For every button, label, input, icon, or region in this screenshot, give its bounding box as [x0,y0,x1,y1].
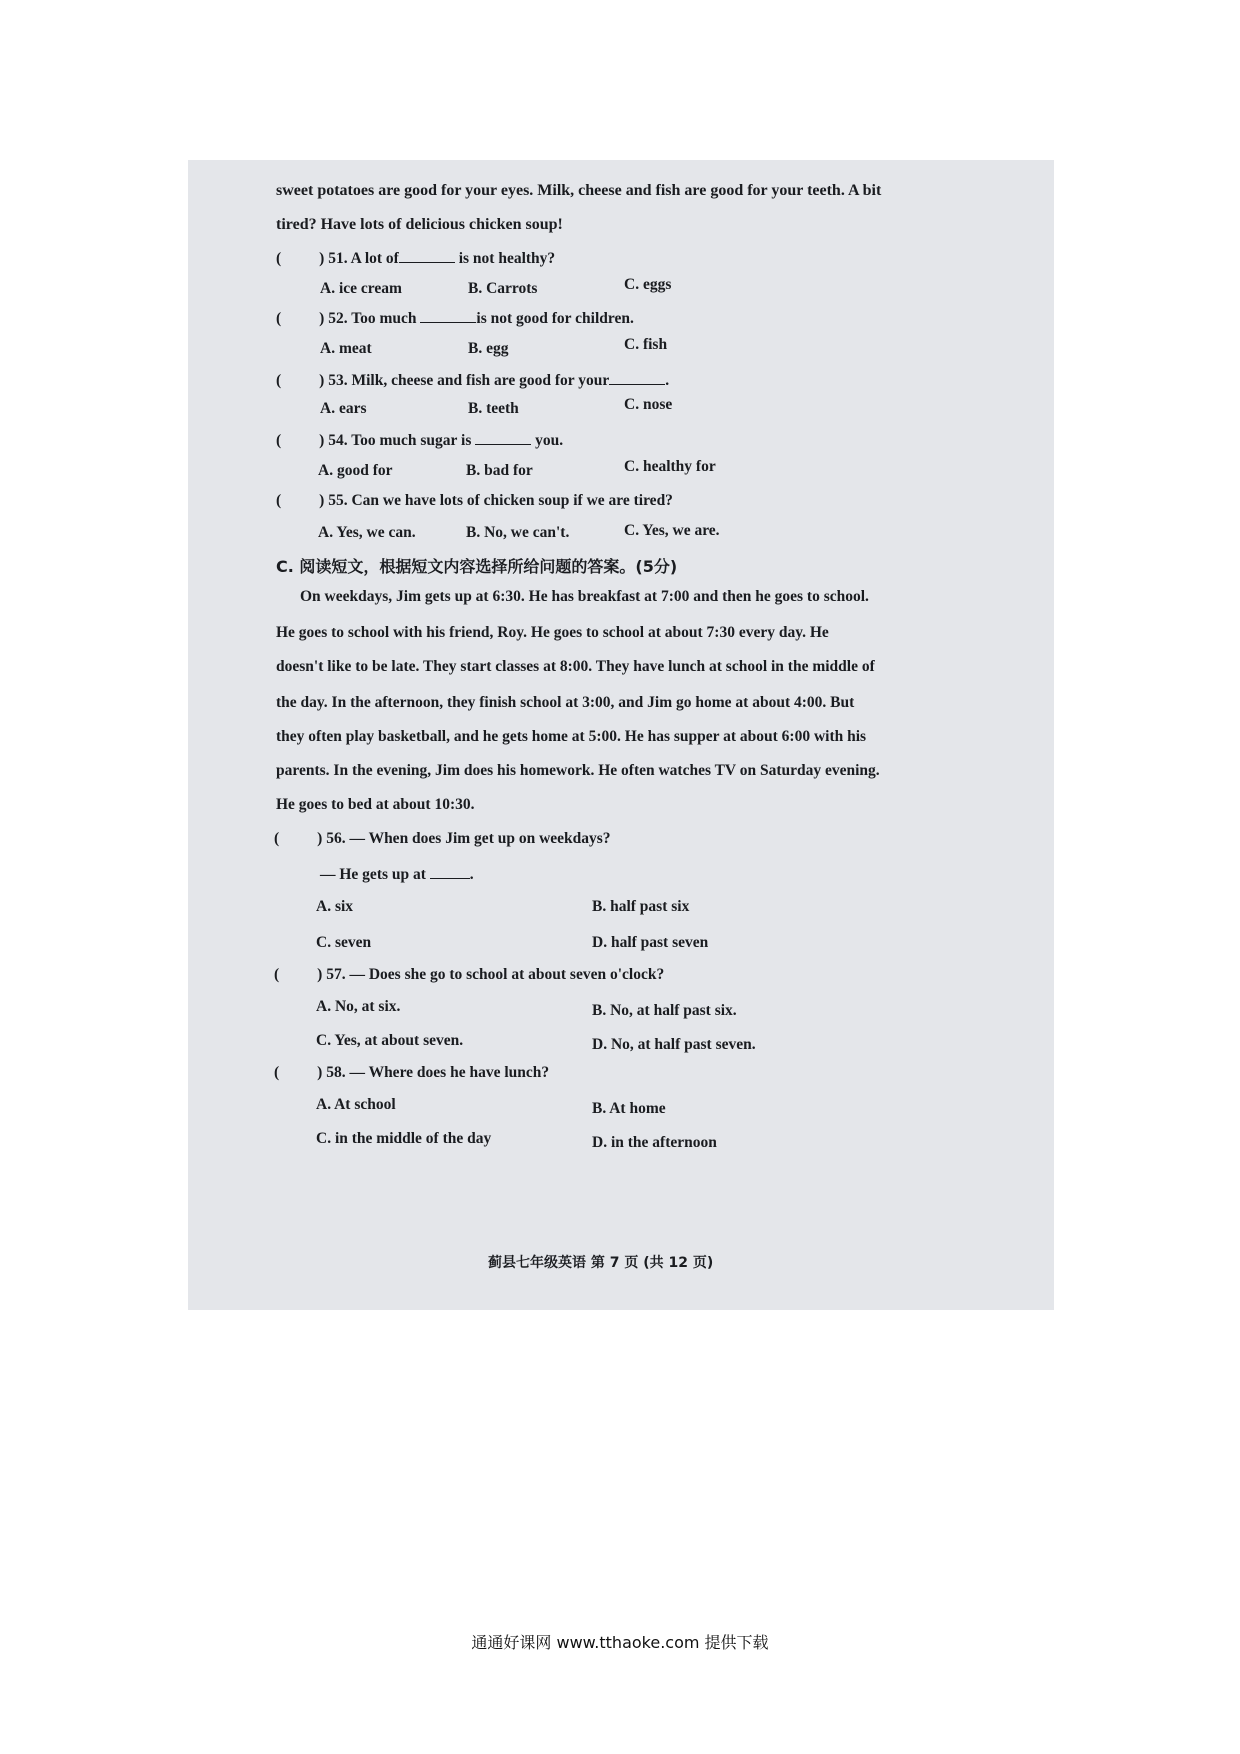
question-55: ( ) 55. Can we have lots of chicken soup if we are tired? [276,492,673,509]
option[interactable]: C. Yes, we are. [624,522,720,539]
question-51: ( ) 51. A lot of is not healthy? [276,250,556,267]
option[interactable]: B. Carrots [468,280,538,297]
option[interactable]: A. ice cream [320,280,402,297]
option[interactable]: D. No, at half past seven. [592,1036,756,1053]
option[interactable]: A. At school [316,1096,396,1113]
passage-line: the day. In the afternoon, they finish school at 3:00, and Jim go home at about 4:00. But [276,694,855,711]
option[interactable]: C. healthy for [624,458,716,475]
option[interactable]: A. six [316,898,354,915]
answer-blank[interactable] [430,864,470,879]
option[interactable]: C. seven [316,934,372,951]
answer-blank[interactable] [420,308,476,323]
option[interactable]: B. At home [592,1100,666,1117]
site-footer: 通通好课网 www.tthaoke.com 提供下载 [471,1633,769,1652]
scanned-page [188,160,1054,1310]
passage-line: He goes to school with his friend, Roy. He goes to school at about 7:30 every day. He [276,624,829,641]
intro-line: tired? Have lots of delicious chicken soup! [276,216,563,233]
option[interactable]: A. Yes, we can. [318,524,416,541]
question-52: ( ) 52. Too much is not good for children. [276,310,634,327]
option[interactable]: C. nose [624,396,673,413]
option[interactable]: B. bad for [466,462,533,479]
passage-line: He goes to bed at about 10:30. [276,796,475,813]
question-56: ( ) 56. — When does Jim get up on weekdays? [274,830,611,847]
option[interactable]: C. eggs [624,276,672,293]
section-c-title: C. 阅读短文，根据短文内容选择所给问题的答案。(5分) [276,557,678,576]
option[interactable]: D. half past seven [592,934,709,951]
option[interactable]: B. No, we can't. [466,524,570,541]
intro-line: sweet potatoes are good for your eyes. Milk, cheese and fish are good for your teeth. A bit [276,182,882,199]
page-number-footer: 蓟县七年级英语 第 7 页 (共 12 页) [488,1255,714,1271]
option[interactable]: C. Yes, at about seven. [316,1032,464,1049]
option[interactable]: A. meat [320,340,372,357]
answer-blank[interactable] [399,248,455,263]
option[interactable]: B. egg [468,340,509,357]
option[interactable]: A. No, at six. [316,998,401,1015]
option[interactable]: A. ears [320,400,367,417]
question-58: ( ) 58. — Where does he have lunch? [274,1064,550,1081]
option[interactable]: C. fish [624,336,668,353]
passage-line: parents. In the evening, Jim does his homework. He often watches TV on Saturday evening. [276,762,880,779]
passage-line: doesn't like to be late. They start classes at 8:00. They have lunch at school in the middle of [276,658,875,675]
option[interactable]: B. half past six [592,898,690,915]
option[interactable]: B. No, at half past six. [592,1002,737,1019]
passage-line: they often play basketball, and he gets home at 5:00. He has supper at about 6:00 with his [276,728,867,745]
answer-blank[interactable] [609,370,665,385]
option[interactable]: D. in the afternoon [592,1134,717,1151]
passage-line: On weekdays, Jim gets up at 6:30. He has breakfast at 7:00 and then he goes to school. [300,588,869,605]
question-57: ( ) 57. — Does she go to school at about seven o'clock? [274,966,665,983]
question-56-answer: — He gets up at . [320,866,474,883]
question-54: ( ) 54. Too much sugar is you. [276,432,564,449]
option[interactable]: C. in the middle of the day [316,1130,492,1147]
answer-blank[interactable] [475,430,531,445]
option[interactable]: A. good for [318,462,393,479]
question-53: ( ) 53. Milk, cheese and fish are good for your . [276,372,670,389]
option[interactable]: B. teeth [468,400,519,417]
